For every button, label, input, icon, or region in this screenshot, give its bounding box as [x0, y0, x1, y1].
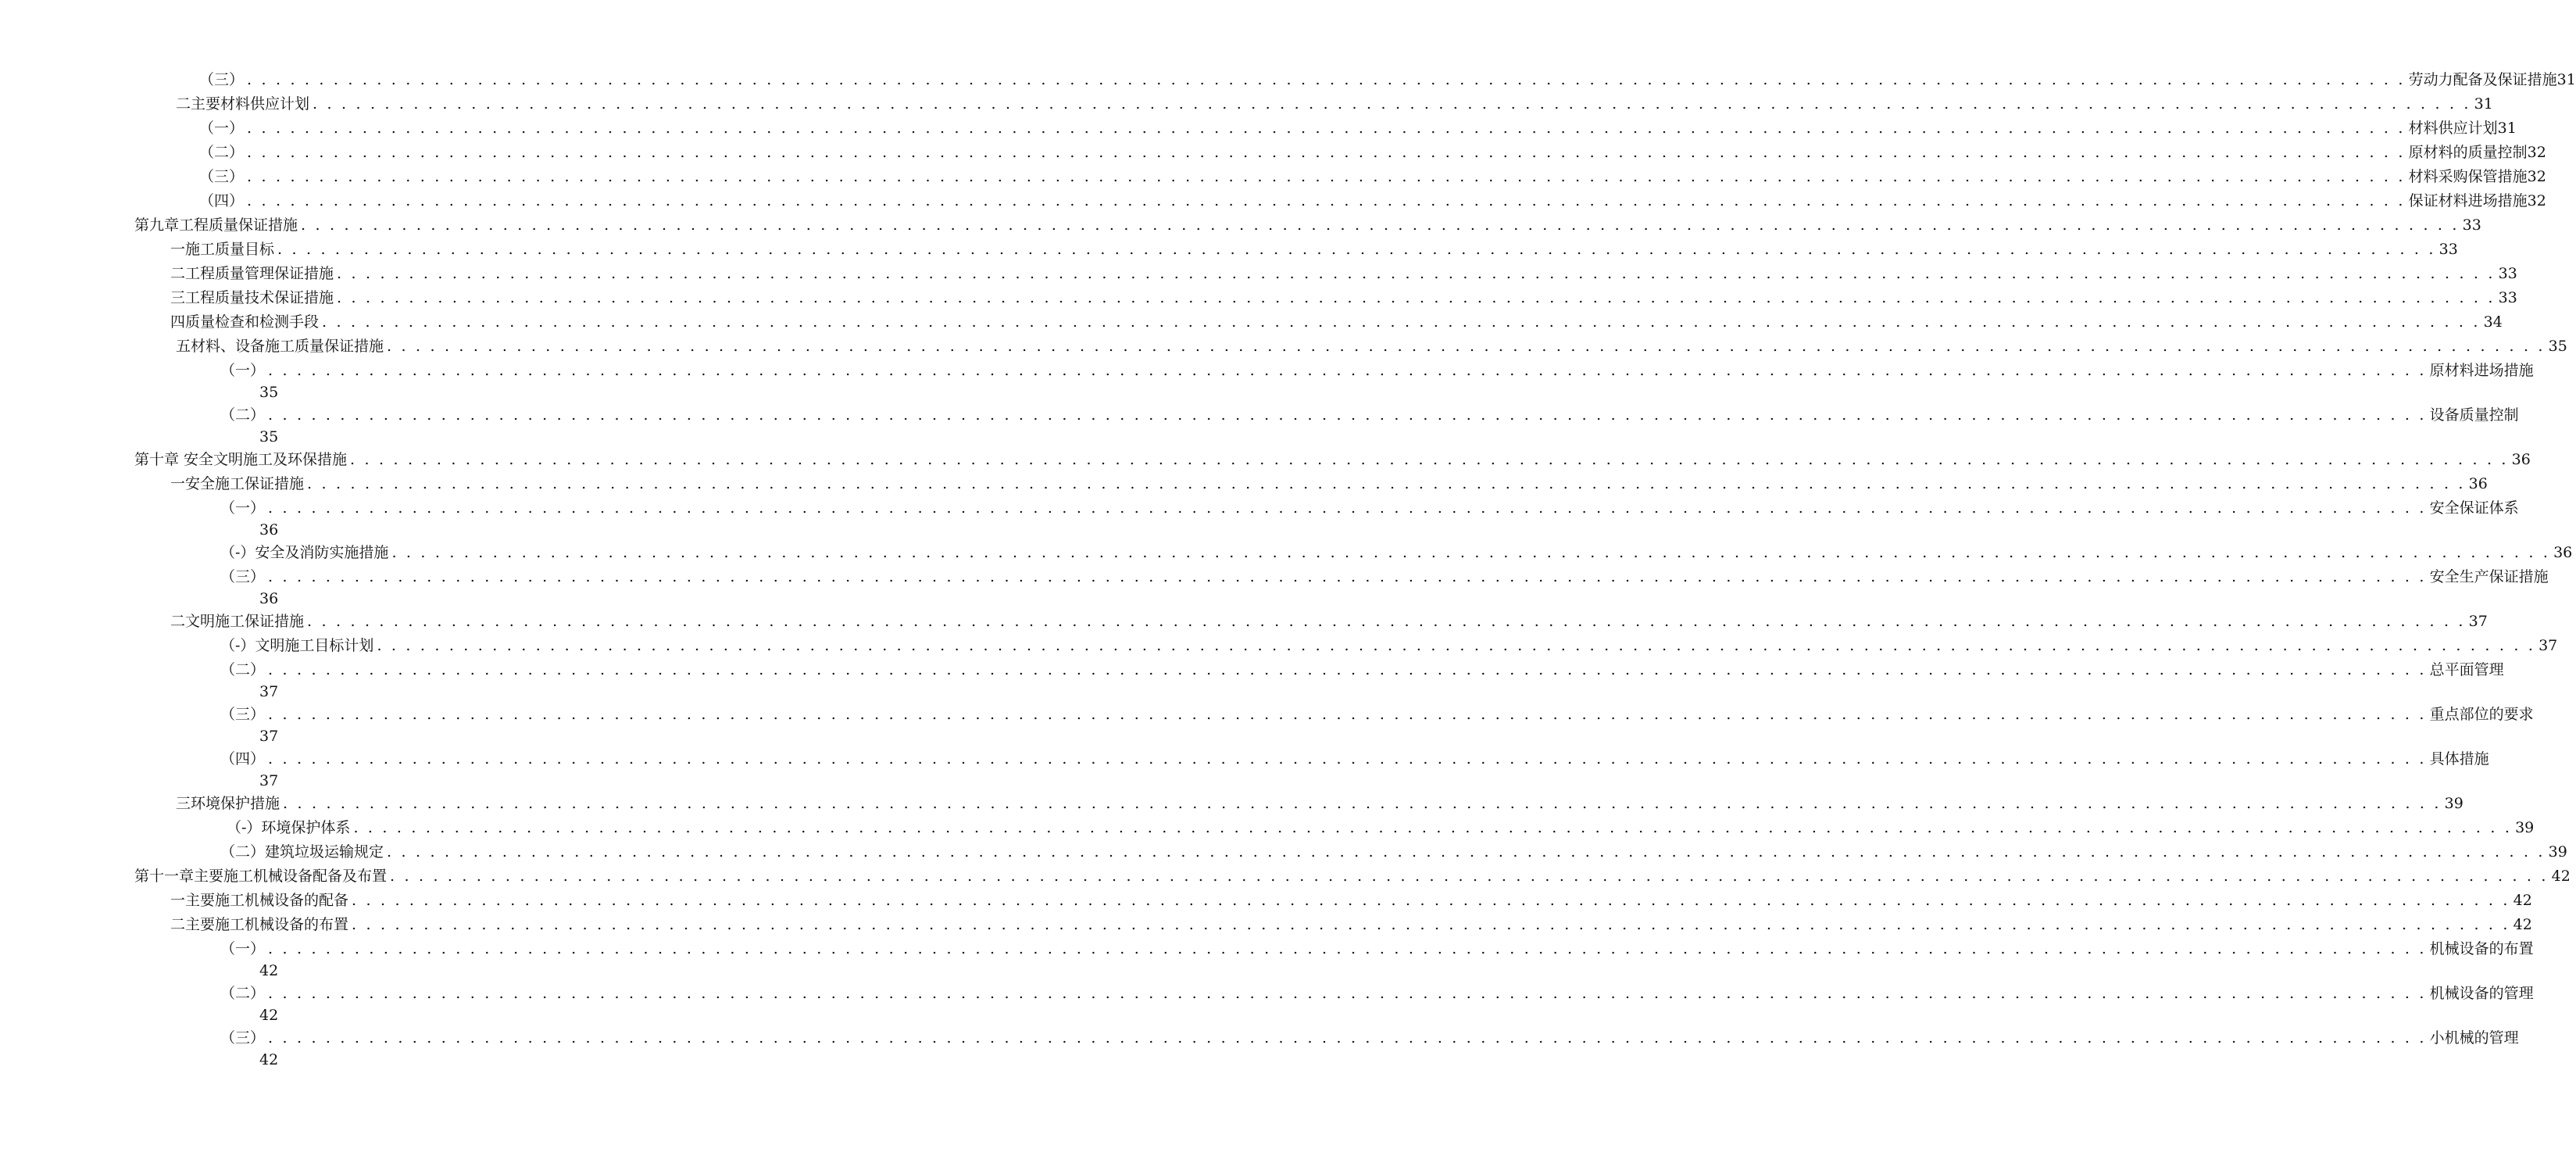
toc-entry-title: 环境保护体系 — [261, 819, 351, 836]
toc-entry-title: 主要材料供应计划 — [191, 95, 310, 113]
toc-entry-number: （四） — [199, 192, 245, 209]
dot-leader: . . . . . . . . . . . . . . . . . . . . . . . . . . . . . . . . . . . . . . . . . . . . . . . . . . . . . . . . . . . . . . . . . . . . . . . . . . . . . . . . . . . . . . . . . . . . . . . . . . . . . . . . . . . . . . . . . . . . . . . . . . . . . . . . . . . . . . . . . . . . . . . . . . . . . . — [391, 544, 2551, 561]
toc-entry-title: 原材料的质量控制 — [2408, 144, 2528, 161]
toc-row — [176, 332, 2567, 357]
dot-leader: . . . . . . . . . . . . . . . . . . . . . . . . . . . . . . . . . . . . . . . . . . . . . . . . . . . . . . . . . . . . . . . . . . . . . . . . . . . . . . . . . . . . . . . . . . . . . . . . . . . . . . . . . . . . . . . . . . . . . . . . . . . . . . . . . . . . . . . . . . . . . . . . . . . . . . — [387, 338, 2546, 355]
dot-leader: . . . . . . . . . . . . . . . . . . . . . . . . . . . . . . . . . . . . . . . . . . . . . . . . . . . . . . . . . . . . . . . . . . . . . . . . . . . . . . . . . . . . . . . . . . . . . . . . . . . . . . . . . . . . . . . . . . . . . . . . . . . . . . . . . . . . . . . . . . . . . . . . . . . . . . — [247, 168, 2406, 185]
toc-row — [220, 632, 2558, 657]
dot-leader: . . . . . . . . . . . . . . . . . . . . . . . . . . . . . . . . . . . . . . . . . . . . . . . . . . . . . . . . . . . . . . . . . . . . . . . . . . . . . . . . . . . . . . . . . . . . . . . . . . . . . . . . . . . . . . . . . . . . . . . . . . . . . . . . . . . . . . . . . . . . . . . . . . . . . . — [268, 568, 2427, 585]
toc-row — [170, 259, 2517, 284]
toc-row — [170, 308, 2503, 333]
toc-entry-title: 一施工质量目标 — [170, 241, 275, 258]
toc-page-number: 36 — [2553, 544, 2573, 561]
dot-leader: . . . . . . . . . . . . . . . . . . . . . . . . . . . . . . . . . . . . . . . . . . . . . . . . . . . . . . . . . . . . . . . . . . . . . . . . . . . . . . . . . . . . . . . . . . . . . . . . . . . . . . . . . . . . . . . . . . . . . . . . . . . . . . . . . . . . . . . . . . . . . . . . . . . . . . — [307, 475, 2466, 492]
toc-page-number: 31 — [2497, 120, 2517, 137]
toc-row — [199, 187, 2546, 212]
toc-entry-title: 机械设备的布置 — [2429, 940, 2534, 957]
toc-entry-title: 二工程质量管理保证措施 — [170, 265, 334, 282]
dot-leader: . . . . . . . . . . . . . . . . . . . . . . . . . . . . . . . . . . . . . . . . . . . . . . . . . . . . . . . . . . . . . . . . . . . . . . . . . . . . . . . . . . . . . . . . . . . . . . . . . . . . . . . . . . . . . . . . . . . . . . . . . . . . . . . . . . . . . . . . . . . . . . . . . . . . . . — [283, 795, 2442, 812]
toc-row — [170, 284, 2517, 309]
toc-entry — [220, 838, 2567, 863]
toc-entry-number: （三） — [220, 706, 266, 723]
dot-leader: . . . . . . . . . . . . . . . . . . . . . . . . . . . . . . . . . . . . . . . . . . . . . . . . . . . . . . . . . . . . . . . . . . . . . . . . . . . . . . . . . . . . . . . . . . . . . . . . . . . . . . . . . . . . . . . . . . . . . . . . . . . . . . . . . . . . . . . . . . . . . . . . . . . . . . — [352, 892, 2510, 909]
toc-entry-number: 二 — [170, 613, 186, 630]
toc-entry-title: 材料采购保管措施 — [2408, 168, 2528, 185]
toc-entry — [134, 446, 2531, 471]
toc-page-number-wrapped: 36 — [259, 521, 279, 539]
toc-entry — [170, 911, 2532, 936]
toc-entry — [199, 187, 2546, 212]
toc-page-number: 37 — [2538, 637, 2558, 654]
toc-page-number-wrapped: 35 — [259, 428, 279, 446]
dot-leader: . . . . . . . . . . . . . . . . . . . . . . . . . . . . . . . . . . . . . . . . . . . . . . . . . . . . . . . . . . . . . . . . . . . . . . . . . . . . . . . . . . . . . . . . . . . . . . . . . . . . . . . . . . . . . . . . . . . . . . . . . . . . . . . . . . . . . . . . . . . . . . . . . . . . . . — [268, 750, 2427, 768]
toc-entry — [170, 308, 2503, 333]
dot-leader: . . . . . . . . . . . . . . . . . . . . . . . . . . . . . . . . . . . . . . . . . . . . . . . . . . . . . . . . . . . . . . . . . . . . . . . . . . . . . . . . . . . . . . . . . . . . . . . . . . . . . . . . . . . . . . . . . . . . . . . . . . . . . . . . . . . . . . . . . . . . . . . . . . . . . . — [350, 451, 2509, 468]
toc-row — [220, 563, 2549, 588]
toc-page-number: 39 — [2548, 843, 2567, 861]
toc-entry — [134, 211, 2481, 236]
toc-entry — [220, 745, 2489, 789]
toc-page-number: 32 — [2527, 192, 2546, 209]
toc-entry-title: 安全及消防实施措施 — [255, 544, 389, 561]
dot-leader: . . . . . . . . . . . . . . . . . . . . . . . . . . . . . . . . . . . . . . . . . . . . . . . . . . . . . . . . . . . . . . . . . . . . . . . . . . . . . . . . . . . . . . . . . . . . . . . . . . . . . . . . . . . . . . . . . . . . . . . . . . . . . . . . . . . . . . . . . . . . . . . . . . . . . . — [247, 144, 2406, 161]
toc-row — [220, 838, 2567, 863]
toc-row — [220, 935, 2534, 960]
toc-entry-number: （三） — [220, 1029, 266, 1047]
toc-entry-number: （三） — [220, 568, 266, 585]
toc-page-number: 39 — [2444, 795, 2463, 812]
toc-entry-title: 三工程质量技术保证措施 — [170, 289, 334, 306]
toc-entry — [199, 163, 2546, 188]
toc-row — [170, 886, 2532, 911]
toc-entry-number: （一） — [220, 940, 266, 957]
toc-page-number-wrapped: 35 — [259, 384, 279, 401]
toc-row — [220, 1024, 2519, 1049]
toc-entry-title: 小机械的管理 — [2429, 1029, 2519, 1047]
toc-entry — [220, 401, 2519, 446]
dot-leader: . . . . . . . . . . . . . . . . . . . . . . . . . . . . . . . . . . . . . . . . . . . . . . . . . . . . . . . . . . . . . . . . . . . . . . . . . . . . . . . . . . . . . . . . . . . . . . . . . . . . . . . . . . . . . . . . . . . . . . . . . . . . . . . . . . . . . . . . . . . . . . . . . . . . . . — [301, 216, 2460, 234]
toc-row — [220, 539, 2573, 564]
toc-row — [134, 211, 2481, 236]
toc-entry — [170, 470, 2488, 495]
toc-entry-number: 一 — [170, 475, 186, 492]
toc-entry — [199, 66, 2576, 91]
toc-entry — [199, 138, 2546, 163]
toc-page-number: 33 — [2438, 241, 2458, 258]
toc-entry-number: （一） — [199, 120, 245, 137]
dot-leader: . . . . . . . . . . . . . . . . . . . . . . . . . . . . . . . . . . . . . . . . . . . . . . . . . . . . . . . . . . . . . . . . . . . . . . . . . . . . . . . . . . . . . . . . . . . . . . . . . . . . . . . . . . . . . . . . . . . . . . . . . . . . . . . . . . . . . . . . . . . . . . . . . . . . . . — [268, 661, 2427, 678]
toc-page-number: 42 — [2551, 868, 2571, 885]
toc-entry-title: 建筑垃圾运输规定 — [265, 843, 384, 861]
toc-entry-title: 劳动力配备及保证措施 — [2408, 71, 2557, 88]
toc-entry — [176, 332, 2567, 357]
toc-entry — [170, 235, 2458, 260]
toc-entry — [220, 539, 2573, 564]
toc-row — [220, 745, 2489, 770]
dot-leader: . . . . . . . . . . . . . . . . . . . . . . . . . . . . . . . . . . . . . . . . . . . . . . . . . . . . . . . . . . . . . . . . . . . . . . . . . . . . . . . . . . . . . . . . . . . . . . . . . . . . . . . . . . . . . . . . . . . . . . . . . . . . . . . . . . . . . . . . . . . . . . . . . . . . . . — [277, 241, 2436, 258]
toc-entry-title: 文明施工目标计划 — [255, 637, 374, 654]
toc-row — [220, 356, 2534, 381]
toc-entry-number: 五 — [176, 338, 191, 355]
dot-leader: . . . . . . . . . . . . . . . . . . . . . . . . . . . . . . . . . . . . . . . . . . . . . . . . . . . . . . . . . . . . . . . . . . . . . . . . . . . . . . . . . . . . . . . . . . . . . . . . . . . . . . . . . . . . . . . . . . . . . . . . . . . . . . . . . . . . . . . . . . . . . . . . . . . . . . — [247, 192, 2406, 209]
toc-entry-title: 重点部位的要求 — [2429, 706, 2534, 723]
toc-page-number: 33 — [2498, 289, 2517, 306]
toc-page-number: 34 — [2483, 313, 2503, 331]
toc-row — [199, 138, 2546, 163]
toc-entry-number: （二） — [199, 144, 245, 161]
toc-row — [176, 789, 2463, 814]
toc-entry — [220, 935, 2534, 979]
toc-entry — [170, 607, 2488, 632]
dot-leader: . . . . . . . . . . . . . . . . . . . . . . . . . . . . . . . . . . . . . . . . . . . . . . . . . . . . . . . . . . . . . . . . . . . . . . . . . . . . . . . . . . . . . . . . . . . . . . . . . . . . . . . . . . . . . . . . . . . . . . . . . . . . . . . . . . . . . . . . . . . . . . . . . . . . . . — [387, 843, 2546, 861]
toc-row — [220, 700, 2534, 725]
dot-leader: . . . . . . . . . . . . . . . . . . . . . . . . . . . . . . . . . . . . . . . . . . . . . . . . . . . . . . . . . . . . . . . . . . . . . . . . . . . . . . . . . . . . . . . . . . . . . . . . . . . . . . . . . . . . . . . . . . . . . . . . . . . . . . . . . . . . . . . . . . . . . . . . . . . . . . — [353, 819, 2513, 836]
toc-entry-number: （四） — [220, 750, 266, 768]
toc-entry-number: （-） — [227, 819, 262, 836]
dot-leader: . . . . . . . . . . . . . . . . . . . . . . . . . . . . . . . . . . . . . . . . . . . . . . . . . . . . . . . . . . . . . . . . . . . . . . . . . . . . . . . . . . . . . . . . . . . . . . . . . . . . . . . . . . . . . . . . . . . . . . . . . . . . . . . . . . . . . . . . . . . . . . . . . . . . . . — [268, 406, 2427, 424]
toc-entry-number: （三） — [199, 71, 245, 88]
toc-entry — [220, 632, 2558, 657]
toc-entry-title: 保证材料进场措施 — [2408, 192, 2528, 209]
toc-page-number-wrapped: 37 — [259, 728, 279, 745]
toc-entry-number: （-） — [220, 544, 255, 561]
dot-leader: . . . . . . . . . . . . . . . . . . . . . . . . . . . . . . . . . . . . . . . . . . . . . . . . . . . . . . . . . . . . . . . . . . . . . . . . . . . . . . . . . . . . . . . . . . . . . . . . . . . . . . . . . . . . . . . . . . . . . . . . . . . . . . . . . . . . . . . . . . . . . . . . . . . . . . — [337, 265, 2496, 282]
toc-entry — [220, 700, 2534, 745]
toc-page-number: 42 — [2513, 892, 2532, 909]
dot-leader: . . . . . . . . . . . . . . . . . . . . . . . . . . . . . . . . . . . . . . . . . . . . . . . . . . . . . . . . . . . . . . . . . . . . . . . . . . . . . . . . . . . . . . . . . . . . . . . . . . . . . . . . . . . . . . . . . . . . . . . . . . . . . . . . . . . . . . . . . . . . . . . . . . . . . . — [337, 289, 2496, 306]
toc-entry-number: （二） — [220, 661, 266, 678]
dot-leader: . . . . . . . . . . . . . . . . . . . . . . . . . . . . . . . . . . . . . . . . . . . . . . . . . . . . . . . . . . . . . . . . . . . . . . . . . . . . . . . . . . . . . . . . . . . . . . . . . . . . . . . . . . . . . . . . . . . . . . . . . . . . . . . . . . . . . . . . . . . . . . . . . . . . . . — [307, 613, 2466, 630]
toc-entry-number: （二） — [220, 406, 266, 424]
toc-entry — [220, 1024, 2519, 1068]
toc-entry-title: 二主要施工机械设备的布置 — [170, 916, 349, 933]
toc-entry-title: 三环境保护措施 — [176, 795, 280, 812]
toc-page-number: 32 — [2527, 144, 2546, 161]
toc-row — [220, 979, 2534, 1004]
toc-entry-title: 安全保证体系 — [2429, 499, 2519, 517]
toc-entry-title: 安全施工保证措施 — [185, 475, 305, 492]
toc-entry-title: 安全生产保证措施 — [2429, 568, 2549, 585]
toc-entry — [220, 656, 2504, 700]
toc-page-number-wrapped: 42 — [259, 1051, 279, 1068]
toc-row — [199, 66, 2576, 91]
toc-row — [227, 814, 2535, 839]
toc-page-number-wrapped: 36 — [259, 590, 279, 607]
toc-page-number: 36 — [2468, 475, 2488, 492]
toc-entry-number: （二） — [220, 985, 266, 1002]
toc-entry-number: （-） — [220, 637, 255, 654]
toc-entry-title: 四质量检查和检测手段 — [170, 313, 320, 331]
toc-entry-title: 第十章 安全文明施工及环保措施 — [134, 451, 348, 468]
toc-entry-number: （一） — [220, 499, 266, 517]
dot-leader: . . . . . . . . . . . . . . . . . . . . . . . . . . . . . . . . . . . . . . . . . . . . . . . . . . . . . . . . . . . . . . . . . . . . . . . . . . . . . . . . . . . . . . . . . . . . . . . . . . . . . . . . . . . . . . . . . . . . . . . . . . . . . . . . . . . . . . . . . . . . . . . . . . . . . . — [268, 985, 2427, 1002]
toc-entry-number: （二） — [220, 843, 266, 861]
toc-row — [170, 235, 2458, 260]
toc-page-number-wrapped: 37 — [259, 772, 279, 789]
toc-entry-number: （一） — [220, 362, 266, 379]
toc-page-number: 36 — [2511, 451, 2531, 468]
toc-entry — [220, 979, 2534, 1024]
toc-row — [134, 446, 2531, 471]
toc-entry-number: （三） — [199, 168, 245, 185]
toc-entry-title: 具体措施 — [2429, 750, 2489, 768]
dot-leader: . . . . . . . . . . . . . . . . . . . . . . . . . . . . . . . . . . . . . . . . . . . . . . . . . . . . . . . . . . . . . . . . . . . . . . . . . . . . . . . . . . . . . . . . . . . . . . . . . . . . . . . . . . . . . . . . . . . . . . . . . . . . . . . . . . . . . . . . . . . . . . . . . . . . . . — [247, 71, 2406, 88]
toc-page-number: 31 — [2556, 71, 2576, 88]
toc-entry-title: 机械设备的管理 — [2429, 985, 2534, 1002]
toc-entry — [134, 862, 2571, 887]
toc-entry-number: 二 — [176, 95, 191, 113]
toc-row — [170, 911, 2532, 936]
toc-page-number-wrapped: 42 — [259, 1007, 279, 1024]
toc-row — [134, 862, 2571, 887]
toc-page-number: 42 — [2513, 916, 2532, 933]
toc-page-number: 33 — [2498, 265, 2517, 282]
toc-entry — [220, 563, 2549, 607]
toc-entry-title: 原材料进场措施 — [2429, 362, 2534, 379]
dot-leader: . . . . . . . . . . . . . . . . . . . . . . . . . . . . . . . . . . . . . . . . . . . . . . . . . . . . . . . . . . . . . . . . . . . . . . . . . . . . . . . . . . . . . . . . . . . . . . . . . . . . . . . . . . . . . . . . . . . . . . . . . . . . . . . . . . . . . . . . . . . . . . . . . . . . . . — [268, 706, 2427, 723]
toc-entry-title: 总平面管理 — [2429, 661, 2504, 678]
dot-leader: . . . . . . . . . . . . . . . . . . . . . . . . . . . . . . . . . . . . . . . . . . . . . . . . . . . . . . . . . . . . . . . . . . . . . . . . . . . . . . . . . . . . . . . . . . . . . . . . . . . . . . . . . . . . . . . . . . . . . . . . . . . . . . . . . . . . . . . . . . . . . . . . . . . . . . — [313, 95, 2471, 113]
toc-entry — [170, 886, 2532, 911]
toc-entry — [220, 494, 2519, 539]
toc-page-number: 37 — [2468, 613, 2488, 630]
toc-page-number: 32 — [2527, 168, 2546, 185]
toc-entry — [176, 90, 2493, 115]
toc-entry-title: 第十一章主要施工机械设备配备及布置 — [134, 868, 388, 885]
toc-page-number: 39 — [2515, 819, 2535, 836]
toc-entry — [176, 789, 2463, 814]
toc-page-number: 33 — [2462, 216, 2481, 234]
toc-entry — [227, 814, 2535, 839]
toc-page-number: 31 — [2474, 95, 2493, 113]
toc-entry — [199, 114, 2517, 139]
dot-leader: . . . . . . . . . . . . . . . . . . . . . . . . . . . . . . . . . . . . . . . . . . . . . . . . . . . . . . . . . . . . . . . . . . . . . . . . . . . . . . . . . . . . . . . . . . . . . . . . . . . . . . . . . . . . . . . . . . . . . . . . . . . . . . . . . . . . . . . . . . . . . . . . . . . . . . — [247, 120, 2406, 137]
toc-row — [220, 401, 2519, 426]
dot-leader: . . . . . . . . . . . . . . . . . . . . . . . . . . . . . . . . . . . . . . . . . . . . . . . . . . . . . . . . . . . . . . . . . . . . . . . . . . . . . . . . . . . . . . . . . . . . . . . . . . . . . . . . . . . . . . . . . . . . . . . . . . . . . . . . . . . . . . . . . . . . . . . . . . . . . . — [390, 868, 2549, 885]
dot-leader: . . . . . . . . . . . . . . . . . . . . . . . . . . . . . . . . . . . . . . . . . . . . . . . . . . . . . . . . . . . . . . . . . . . . . . . . . . . . . . . . . . . . . . . . . . . . . . . . . . . . . . . . . . . . . . . . . . . . . . . . . . . . . . . . . . . . . . . . . . . . . . . . . . . . . . — [322, 313, 2481, 331]
dot-leader: . . . . . . . . . . . . . . . . . . . . . . . . . . . . . . . . . . . . . . . . . . . . . . . . . . . . . . . . . . . . . . . . . . . . . . . . . . . . . . . . . . . . . . . . . . . . . . . . . . . . . . . . . . . . . . . . . . . . . . . . . . . . . . . . . . . . . . . . . . . . . . . . . . . . . . — [268, 940, 2427, 957]
toc-entry-title: 文明施工保证措施 — [185, 613, 305, 630]
toc-page-number-wrapped: 37 — [259, 683, 279, 700]
dot-leader: . . . . . . . . . . . . . . . . . . . . . . . . . . . . . . . . . . . . . . . . . . . . . . . . . . . . . . . . . . . . . . . . . . . . . . . . . . . . . . . . . . . . . . . . . . . . . . . . . . . . . . . . . . . . . . . . . . . . . . . . . . . . . . . . . . . . . . . . . . . . . . . . . . . . . . — [352, 916, 2510, 933]
toc-entry-title: 一主要施工机械设备的配备 — [170, 892, 349, 909]
toc-entry — [170, 284, 2517, 309]
toc-row — [220, 494, 2519, 519]
toc-row — [199, 163, 2546, 188]
dot-leader: . . . . . . . . . . . . . . . . . . . . . . . . . . . . . . . . . . . . . . . . . . . . . . . . . . . . . . . . . . . . . . . . . . . . . . . . . . . . . . . . . . . . . . . . . . . . . . . . . . . . . . . . . . . . . . . . . . . . . . . . . . . . . . . . . . . . . . . . . . . . . . . . . . . . . . — [377, 637, 2536, 654]
dot-leader: . . . . . . . . . . . . . . . . . . . . . . . . . . . . . . . . . . . . . . . . . . . . . . . . . . . . . . . . . . . . . . . . . . . . . . . . . . . . . . . . . . . . . . . . . . . . . . . . . . . . . . . . . . . . . . . . . . . . . . . . . . . . . . . . . . . . . . . . . . . . . . . . . . . . . . — [268, 499, 2427, 517]
toc-page-number-wrapped: 42 — [259, 962, 279, 979]
toc-entry-title: 材料、设备施工质量保证措施 — [191, 338, 384, 355]
dot-leader: . . . . . . . . . . . . . . . . . . . . . . . . . . . . . . . . . . . . . . . . . . . . . . . . . . . . . . . . . . . . . . . . . . . . . . . . . . . . . . . . . . . . . . . . . . . . . . . . . . . . . . . . . . . . . . . . . . . . . . . . . . . . . . . . . . . . . . . . . . . . . . . . . . . . . . — [268, 362, 2427, 379]
toc-entry — [220, 356, 2534, 401]
toc-entry-title: 设备质量控制 — [2429, 406, 2519, 424]
toc-page-number: 35 — [2548, 338, 2567, 355]
toc-entry-title: 第九章工程质量保证措施 — [134, 216, 298, 234]
toc-row — [199, 114, 2517, 139]
toc-row — [176, 90, 2493, 115]
dot-leader: . . . . . . . . . . . . . . . . . . . . . . . . . . . . . . . . . . . . . . . . . . . . . . . . . . . . . . . . . . . . . . . . . . . . . . . . . . . . . . . . . . . . . . . . . . . . . . . . . . . . . . . . . . . . . . . . . . . . . . . . . . . . . . . . . . . . . . . . . . . . . . . . . . . . . . — [268, 1029, 2427, 1047]
toc-row — [220, 656, 2504, 681]
toc-entry-title: 材料供应计划 — [2408, 120, 2498, 137]
toc-row — [170, 607, 2488, 632]
toc-entry — [170, 259, 2517, 284]
toc-row — [170, 470, 2488, 495]
